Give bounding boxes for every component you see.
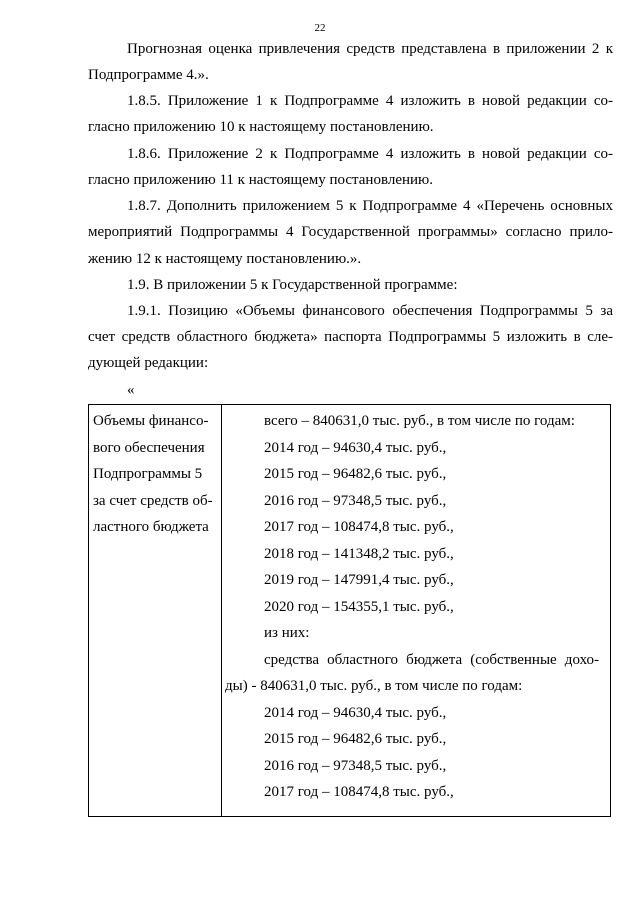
paragraph-line: гласно приложению 10 к настоящему постановлению. (88, 119, 434, 135)
table-left-line: за счет средств об- (93, 493, 213, 509)
table-right-line: средства областного бюджета (собственные дохо- (264, 652, 599, 668)
table-right-line: 2018 год – 141348,2 тыс. руб., (264, 546, 454, 562)
table-right-line: 2017 год – 108474,8 тыс. руб., (264, 519, 454, 535)
paragraph-line: жению 12 к настоящему постановлению.». (88, 251, 362, 267)
table-column-divider (221, 405, 222, 816)
table-right-line: 2015 год – 96482,6 тыс. руб., (264, 466, 447, 482)
table-right-line: 2020 год – 154355,1 тыс. руб., (264, 599, 454, 615)
table-right-line: 2014 год – 94630,4 тыс. руб., (264, 440, 447, 456)
table-left-line: Подпрограммы 5 (93, 466, 203, 482)
table-left-line: вого обеспечения (93, 440, 205, 456)
paragraph-line: мероприятий Подпрограммы 4 Государственной программы» согласно прило- (88, 224, 613, 240)
table-left-line: ластного бюджета (93, 519, 209, 535)
paragraph-line: Прогнозная оценка привлечения средств представлена в приложении 2 к (127, 41, 613, 57)
table-right-line: 2014 год – 94630,4 тыс. руб., (264, 705, 447, 721)
paragraph-line: гласно приложению 11 к настоящему постановлению. (88, 172, 433, 188)
table-right-line: ды) - 840631,0 тыс. руб., в том числе по годам: (225, 678, 523, 694)
financing-table (88, 404, 611, 817)
paragraph-line: 1.8.7. Дополнить приложением 5 к Подпрограмме 4 «Перечень основных (127, 198, 613, 214)
paragraph-line: 1.8.5. Приложение 1 к Подпрограмме 4 изложить в новой редакции со- (127, 93, 613, 109)
table-right-line: 2016 год – 97348,5 тыс. руб., (264, 493, 447, 509)
page-number: 22 (314, 22, 326, 34)
table-right-line: всего – 840631,0 тыс. руб., в том числе по годам: (264, 413, 575, 429)
paragraph-line: 1.9. В приложении 5 к Государственной программе: (127, 277, 458, 293)
table-right-line: 2016 год – 97348,5 тыс. руб., (264, 758, 447, 774)
paragraph-line: дующей редакции: (88, 355, 209, 371)
table-right-line: 2019 год – 147991,4 тыс. руб., (264, 572, 454, 588)
table-left-line: Объемы финансо- (93, 413, 209, 429)
open-quote: « (127, 382, 135, 398)
table-right-line: 2017 год – 108474,8 тыс. руб., (264, 784, 454, 800)
table-right-line: 2015 год – 96482,6 тыс. руб., (264, 731, 447, 747)
paragraph-line: 1.9.1. Позицию «Объемы финансового обеспечения Подпрограммы 5 за (127, 303, 613, 319)
paragraph-line: 1.8.6. Приложение 2 к Подпрограмме 4 изложить в новой редакции со- (127, 146, 613, 162)
paragraph-line: Подпрограмме 4.». (88, 67, 209, 83)
table-right-line: из них: (264, 625, 310, 641)
paragraph-line: счет средств областного бюджета» паспорта Подпрограммы 5 изложить в сле- (88, 329, 613, 345)
